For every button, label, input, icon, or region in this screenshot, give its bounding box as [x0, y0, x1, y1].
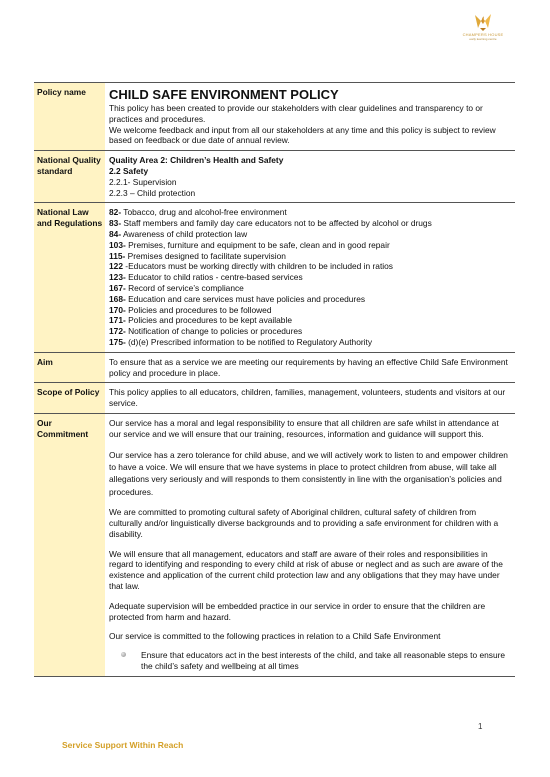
- nqs-row: [34, 151, 515, 203]
- nqs-standard: 2.2 Safety: [109, 165, 149, 176]
- law-item: [109, 218, 511, 229]
- law-code: 82-: [109, 207, 122, 218]
- logo-tagline: early learning centre: [469, 37, 497, 41]
- commitment-paragraph: We will ensure that all management, educators and staff are aware of their roles and responsibilities in regard to identifying and responding to every child at risk of abuse or neglect and as such are aware of the existence and application of the current child protection law and any obligations that they may have under that law.: [109, 548, 503, 591]
- law-code: 171-: [109, 315, 126, 326]
- law-code: 168-: [109, 293, 126, 304]
- law-code: 83-: [109, 218, 122, 229]
- law-item: [109, 326, 511, 337]
- law-text: Education and care services must have policies and procedures: [125, 293, 366, 304]
- law-text: Staff members and family day care educators not to be affected by alcohol or drugs: [121, 218, 432, 229]
- nqs-item: 2.2.3 – Child protection: [109, 187, 196, 198]
- aim-row: [34, 353, 515, 384]
- law-text: Policies and procedures to be kept available: [125, 315, 292, 326]
- law-code: 103-: [109, 239, 126, 250]
- commitment-paragraph: We are committed to promoting cultural safety of Aboriginal children, cultural safety of children from culturally and/or linguistically diverse backgrounds and to providing a safe environment for children with a disability.: [109, 507, 499, 539]
- footer-text: Service Support Within Reach: [62, 740, 184, 750]
- bullet-icon: [121, 652, 126, 657]
- policy-name-label: Policy name: [34, 83, 105, 150]
- law-text: Awareness of child protection law: [121, 228, 248, 239]
- law-item: [109, 315, 511, 326]
- law-item: [109, 337, 511, 348]
- law-item: [109, 229, 511, 240]
- law-text: Premises, furniture and equipment to be safe, clean and in good repair: [125, 239, 390, 250]
- commitment-paragraph: Our service has a moral and legal responsibility to ensure that all children are safe whilst in attendance at our service and we will ensure that our training, resources, information and guidance will support this.: [109, 417, 499, 439]
- list-item: [141, 650, 511, 672]
- law-item: [109, 272, 511, 283]
- law-text: -Educators must be working directly with children to be included in ratios: [122, 261, 393, 272]
- nqs-label: National Quality standard: [34, 151, 105, 202]
- law-text: Record of service’s compliance: [125, 282, 244, 293]
- law-list: [105, 203, 515, 351]
- commitment-label: Our Commitment: [34, 414, 105, 676]
- law-item: [109, 251, 511, 262]
- commitment-row: [34, 414, 515, 677]
- law-text: (d)(e) Prescribed information to be notified to Regulatory Authority: [125, 336, 373, 347]
- nqs-quality-area: Quality Area 2: Children’s Health and Safety: [109, 155, 284, 166]
- scope-text: This policy applies to all educators, children, families, management, volunteers, students and visitors at our service.: [109, 387, 506, 409]
- law-text: Notification of change to policies or procedures: [125, 326, 303, 337]
- policy-document: [34, 82, 515, 677]
- policy-title: CHILD SAFE ENVIRONMENT POLICY: [109, 87, 339, 102]
- law-code: 123-: [109, 272, 126, 283]
- nqs-item: 2.2.1- Supervision: [109, 176, 177, 187]
- law-code: 172-: [109, 326, 126, 337]
- scope-row: [34, 383, 515, 414]
- paper-cranes-icon: [472, 12, 494, 32]
- law-code: 115-: [109, 250, 126, 261]
- law-item: [109, 240, 511, 251]
- law-row: [34, 203, 515, 352]
- law-text: Policies and procedures to be followed: [125, 304, 272, 315]
- law-code: 84-: [109, 228, 122, 239]
- law-code: 167-: [109, 282, 126, 293]
- law-code: 170-: [109, 304, 126, 315]
- bullet-text: Ensure that educators act in the best interests of the child, and take all reasonable steps to ensure the child’s safety and wellbeing at all times: [141, 650, 506, 671]
- law-text: Premises designed to facilitate supervision: [125, 250, 286, 261]
- commitment-paragraph: Our service is committed to the following practices in relation to a Child Safe Environment: [109, 631, 441, 642]
- commitment-paragraph: Adequate supervision will be embedded practice in our service in order to ensure that the children are protected from harm and hazard.: [109, 600, 486, 622]
- commitment-bullets: [109, 650, 511, 672]
- law-item: [109, 207, 511, 218]
- policy-intro-2: We welcome feedback and input from all our stakeholders at any time and this policy is subject to review based on feedback or due date of annual review.: [109, 124, 496, 146]
- law-label: National Law and Regulations: [34, 203, 105, 351]
- policy-name-row: [34, 82, 515, 151]
- page-number: 1: [478, 722, 483, 731]
- policy-intro-1: This policy has been created to provide our stakeholders with clear guidelines and transparency to or practices and procedures.: [109, 103, 483, 124]
- law-item: [109, 294, 511, 305]
- aim-label: Aim: [34, 353, 105, 383]
- aim-text: To ensure that as a service we are meeting our requirements by having an effective Child Safe Environment policy and procedure in place.: [109, 356, 508, 378]
- law-text: Tobacco, drug and alcohol-free environment: [121, 207, 287, 218]
- logo: [455, 12, 511, 52]
- commitment-paragraph: Our service has a zero tolerance for child abuse, and we will actively work to listen to and empower children to have a voice. We will ensure that we have systems in place to protect children from abuse, will take all allegations very seriously and will responds to them consistently in line with the organisation’s policies and procedures.: [109, 449, 508, 497]
- law-item: [109, 261, 511, 272]
- law-item: [109, 305, 511, 316]
- scope-label: Scope of Policy: [34, 383, 105, 413]
- law-code: 122: [109, 261, 123, 272]
- logo-name: CHAMPERS HOUSE: [462, 32, 504, 37]
- law-item: [109, 283, 511, 294]
- law-text: Educator to child ratios - centre-based services: [125, 272, 303, 283]
- law-code: 175-: [109, 336, 126, 347]
